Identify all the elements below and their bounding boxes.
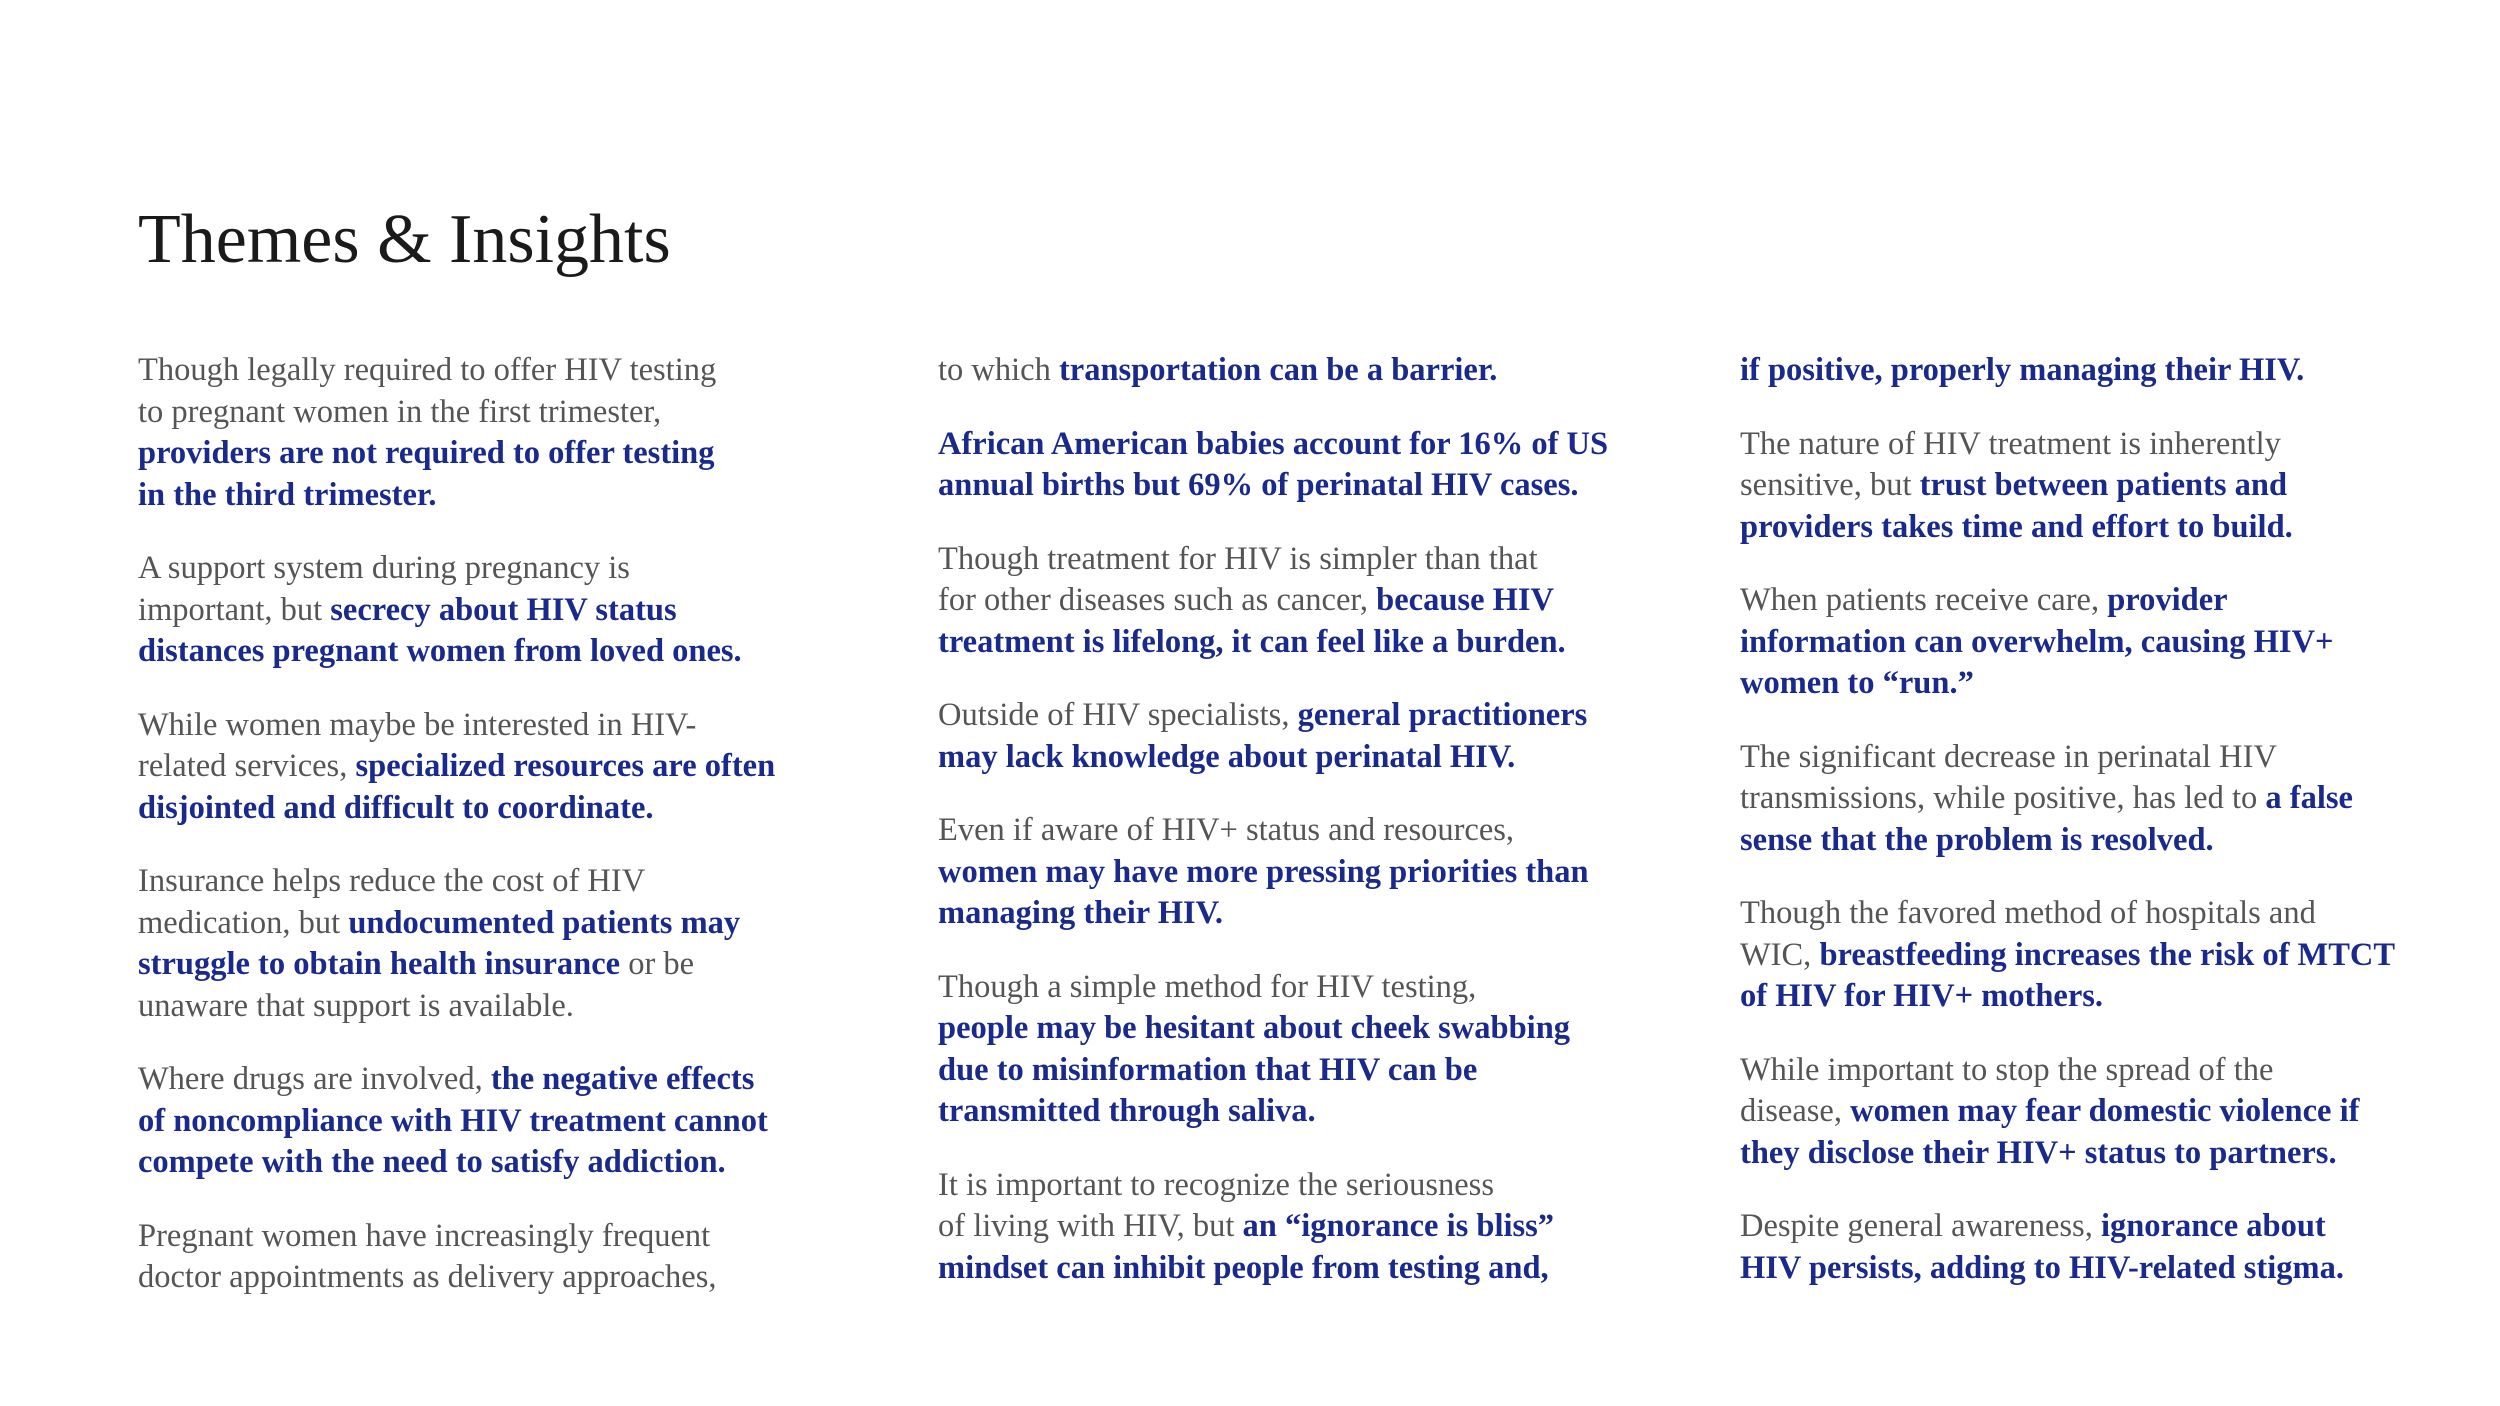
insight-text: WIC, [1740, 936, 1820, 973]
insight-highlight-text: HIV persists, adding to HIV-related stigma. [1740, 1249, 2344, 1286]
insight-paragraph [938, 1165, 1658, 1290]
insight-text: to pregnant women in the first trimester, [138, 393, 662, 430]
insight-text: Where drugs are involved, [138, 1061, 491, 1097]
insight-text: unaware that support is available. [138, 987, 574, 1024]
insight-highlight-text: distances pregnant women from loved ones. [138, 633, 742, 669]
insight-text: While important to stop the spread of the [1740, 1051, 2274, 1088]
insight-text: Though treatment for HIV is simpler than that [938, 540, 1538, 577]
insight-text: transmissions, while positive, has led to [1740, 780, 2266, 816]
insight-highlight-text: an “ignorance is bliss” [1242, 1208, 1555, 1244]
insight-paragraph [1740, 737, 2460, 862]
insight-paragraph [938, 424, 1658, 507]
insight-highlight-text: treatment is lifelong, it can feel like a burden. [938, 623, 1566, 660]
insight-text: Even if aware of HIV+ status and resources, [938, 812, 1515, 848]
insight-highlight-text: disjointed and difficult to coordinate. [138, 789, 654, 826]
insight-highlight-text: due to misinformation that HIV can be [938, 1051, 1478, 1088]
insight-paragraph [1740, 424, 2460, 549]
insight-highlight-text: provider [2107, 582, 2228, 618]
insight-text: Insurance helps reduce the cost of HIV [138, 863, 646, 899]
insight-text: It is important to recognize the seriousness [938, 1166, 1494, 1203]
insight-text: for other diseases such as cancer, [938, 582, 1377, 618]
insight-paragraph [938, 810, 1658, 935]
insight-paragraph [1740, 893, 2460, 1018]
insights-column-2 [938, 350, 1658, 1321]
insight-paragraph [138, 1216, 838, 1299]
insight-highlight-text: information can overwhelm, causing HIV+ [1740, 623, 2334, 660]
insight-highlight-text: a false [2265, 780, 2353, 816]
insight-highlight-text: may lack knowledge about perinatal HIV. [938, 738, 1516, 775]
insight-highlight-text: ignorance about [2100, 1208, 2326, 1244]
insight-paragraph [1740, 1206, 2460, 1289]
insight-highlight-text: general practitioners [1297, 697, 1588, 733]
insight-text: doctor appointments as delivery approaches, [138, 1259, 717, 1295]
insight-text: While women maybe be interested in HIV- [138, 706, 697, 743]
insight-text: Despite general awareness, [1740, 1208, 2101, 1244]
insight-highlight-text: providers takes time and effort to build. [1740, 508, 2293, 545]
insight-highlight-text: specialized resources are often [355, 748, 776, 784]
insight-highlight-text: transmitted through saliva. [938, 1093, 1316, 1129]
insight-highlight-text: trust between patients and [1919, 467, 2288, 503]
insight-text: Though a simple method for HIV testing, [938, 968, 1477, 1005]
insight-text: Pregnant women have increasingly frequent [138, 1217, 711, 1254]
insight-highlight-text: providers are not required to offer testing [138, 435, 715, 471]
insight-highlight-text: of noncompliance with HIV treatment cannot [138, 1102, 768, 1139]
insight-text: medication, but [138, 904, 349, 941]
insight-highlight-text: if positive, properly managing their HIV. [1740, 352, 2305, 388]
insight-text: Though legally required to offer HIV testing [138, 352, 717, 388]
insight-highlight-text: the negative effects [490, 1061, 755, 1097]
insight-highlight-text: transportation can be a barrier. [1058, 352, 1498, 388]
insight-highlight-text: people may be hesitant about cheek swabbing [938, 1010, 1571, 1046]
insight-text: or be [620, 946, 695, 982]
insight-paragraph [1740, 350, 2460, 392]
insight-highlight-text: women to “run.” [1740, 665, 1974, 701]
insight-paragraph [138, 548, 838, 673]
insight-text: Outside of HIV specialists, [938, 697, 1298, 733]
insight-highlight-text: in the third trimester. [138, 476, 437, 513]
page-title: Themes & Insights [138, 201, 671, 278]
insight-paragraph [1740, 1050, 2460, 1175]
insight-highlight-text: women may fear domestic violence if [1850, 1093, 2360, 1129]
insight-highlight-text: they disclose their HIV+ status to partners. [1740, 1134, 2337, 1171]
insight-highlight-text: compete with the need to satisfy addiction. [138, 1144, 726, 1180]
insight-paragraph [938, 350, 1658, 392]
insight-highlight-text: managing their HIV. [938, 895, 1224, 931]
insight-highlight-text: sense that the problem is resolved. [1740, 821, 2214, 858]
insights-column-3 [1740, 350, 2460, 1321]
insight-text: When patients receive care, [1740, 582, 2108, 618]
insight-text: The significant decrease in perinatal HIV [1740, 738, 2277, 775]
insight-text: Though the favored method of hospitals and [1740, 895, 2316, 931]
insight-paragraph [938, 539, 1658, 664]
insight-highlight-text: breastfeeding increases the risk of MTCT [1819, 936, 2396, 973]
insight-highlight-text: secrecy about HIV status [330, 591, 677, 628]
insight-highlight-text: African American babies account for 16% of US [938, 425, 1609, 462]
insight-highlight-text: annual births but 69% of perinatal HIV cases. [938, 467, 1579, 503]
insight-highlight-text: mindset can inhibit people from testing and, [938, 1249, 1549, 1286]
insight-text: to which [938, 352, 1059, 388]
insight-paragraph [138, 861, 838, 1027]
insight-paragraph [1740, 580, 2460, 705]
insight-text: important, but [138, 591, 331, 628]
insight-text: of living with HIV, but [938, 1208, 1243, 1244]
insight-highlight-text: of HIV for HIV+ mothers. [1740, 978, 2104, 1014]
insight-text: related services, [138, 748, 356, 784]
insight-highlight-text: struggle to obtain health insurance [138, 946, 621, 982]
insight-highlight-text: undocumented patients may [348, 904, 741, 941]
insight-paragraph [138, 350, 838, 516]
insight-paragraph [938, 695, 1658, 778]
insight-highlight-text: women may have more pressing priorities than [938, 853, 1589, 890]
insights-column-1 [138, 350, 838, 1331]
insight-text: The nature of HIV treatment is inherently [1740, 425, 2281, 462]
insight-text: disease, [1740, 1093, 1851, 1129]
insight-paragraph [938, 967, 1658, 1133]
insight-text: sensitive, but [1740, 467, 1920, 503]
insight-highlight-text: because HIV [1376, 582, 1555, 618]
insight-text: A support system during pregnancy is [138, 550, 630, 586]
insight-paragraph [138, 1059, 838, 1184]
insight-paragraph [138, 705, 838, 830]
